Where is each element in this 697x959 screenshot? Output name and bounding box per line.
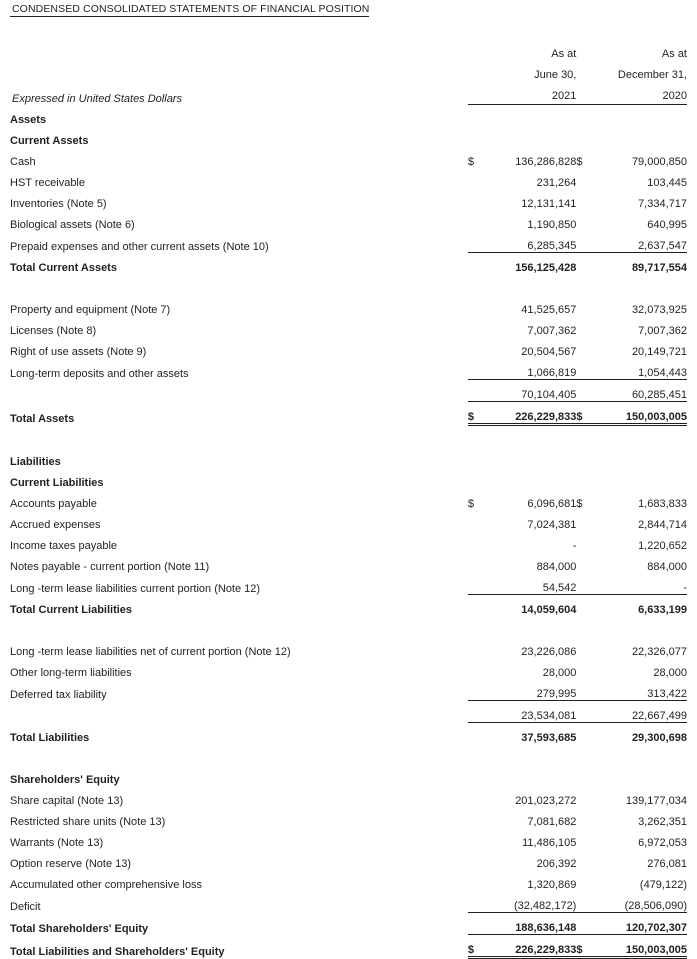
row-currency-2 xyxy=(576,828,592,849)
row-currency-2 xyxy=(576,316,592,337)
row-label: Option reserve (Note 13) xyxy=(10,858,132,870)
table-row xyxy=(10,147,687,168)
row-label: Liabilities xyxy=(10,456,61,468)
row-value-june-2021: 7,007,362 xyxy=(527,325,577,337)
row-currency-1: $ xyxy=(467,156,474,168)
row-value-december-2020: 1,683,833 xyxy=(638,498,687,510)
row-currency-2 xyxy=(576,295,592,316)
row-currency-1 xyxy=(468,552,482,573)
row-value-december-2020: (479,122) xyxy=(639,879,687,891)
row-currency-1 xyxy=(468,380,482,402)
row-currency-1 xyxy=(468,807,482,828)
row-value-december-2020 xyxy=(593,447,687,468)
row-label xyxy=(10,744,468,765)
table-row xyxy=(10,274,687,295)
row-value-june-2021: 188,636,148 xyxy=(482,913,576,935)
table-row xyxy=(10,447,687,468)
row-label: Licenses (Note 8) xyxy=(10,325,97,337)
row-value-june-2021: 11,486,105 xyxy=(522,837,577,849)
table-row xyxy=(10,765,687,786)
table-row xyxy=(10,637,687,658)
row-currency-2 xyxy=(576,425,592,448)
table-row xyxy=(10,744,687,765)
row-currency-2 xyxy=(576,807,592,828)
row-value-june-2021: 279,995 xyxy=(536,688,577,700)
row-value-june-2021: 12,131,141 xyxy=(521,198,577,210)
financial-position-table xyxy=(10,39,687,959)
row-value-december-2020: 22,326,077 xyxy=(631,646,687,658)
row-value-december-2020 xyxy=(593,126,687,147)
table-row xyxy=(10,295,687,316)
row-value-june-2021: 1,066,819 xyxy=(527,367,577,379)
row-currency-2 xyxy=(576,380,592,402)
row-value-june-2021: 136,286,828 xyxy=(515,156,577,168)
row-currency-1 xyxy=(468,253,482,275)
row-value-december-2020: 89,717,554 xyxy=(593,253,687,275)
row-value-december-2020: 2,844,714 xyxy=(638,519,687,531)
header-cur-6 xyxy=(576,81,592,105)
row-value-june-2021: 1,190,850 xyxy=(527,219,577,231)
row-currency-2 xyxy=(576,337,592,358)
row-currency-2: $ xyxy=(576,156,583,168)
row-currency-2 xyxy=(576,210,592,231)
row-label: Cash xyxy=(10,156,36,168)
row-value-june-2021 xyxy=(482,447,576,468)
table-row xyxy=(10,126,687,147)
row-currency-1 xyxy=(468,337,482,358)
row-currency-1 xyxy=(468,274,482,295)
row-label xyxy=(10,616,468,637)
row-currency-1 xyxy=(468,849,482,870)
row-value-june-2021: 201,023,272 xyxy=(515,795,577,807)
table-row xyxy=(10,468,687,489)
row-value-december-2020: 640,995 xyxy=(647,219,687,231)
row-value-june-2021: 226,229,833 xyxy=(482,935,576,958)
row-currency-1 xyxy=(468,765,482,786)
row-currency-1 xyxy=(468,679,482,701)
row-label: Total Liabilities and Shareholders' Equity xyxy=(10,945,225,958)
row-label: HST receivable xyxy=(10,177,85,189)
table-row xyxy=(10,253,687,275)
row-label xyxy=(10,425,468,448)
row-currency-1 xyxy=(468,189,482,210)
row-value-june-2021: 6,285,345 xyxy=(527,240,577,252)
row-label: Property and equipment (Note 7) xyxy=(10,304,171,316)
row-value-june-2021: 231,264 xyxy=(536,177,577,189)
table-row xyxy=(10,701,687,723)
table-row xyxy=(10,573,687,595)
row-currency-2 xyxy=(576,274,592,295)
row-value-december-2020: 276,081 xyxy=(647,858,687,870)
row-currency-2 xyxy=(576,168,592,189)
row-value-december-2020 xyxy=(593,616,687,637)
row-value-december-2020: 313,422 xyxy=(647,688,687,700)
table-header-group xyxy=(10,39,687,105)
table-row xyxy=(10,380,687,402)
row-currency-2 xyxy=(576,786,592,807)
row-value-december-2020: 29,300,698 xyxy=(593,723,687,745)
row-currency-1 xyxy=(468,658,482,679)
header-cur-1 xyxy=(468,39,482,60)
row-currency-2 xyxy=(576,531,592,552)
table-row xyxy=(10,723,687,745)
header-cur-4 xyxy=(576,60,592,81)
row-label: Notes payable - current portion (Note 11) xyxy=(10,561,210,573)
row-label: Inventories (Note 5) xyxy=(10,198,107,210)
row-value-june-2021: 884,000 xyxy=(536,561,577,573)
row-value-december-2020: 79,000,850 xyxy=(631,156,687,168)
row-value-june-2021: 156,125,428 xyxy=(482,253,576,275)
row-currency-2 xyxy=(576,744,592,765)
row-label: Current Liabilities xyxy=(10,477,104,489)
row-value-june-2021 xyxy=(482,765,576,786)
row-currency-1 xyxy=(468,316,482,337)
row-value-december-2020: 20,149,721 xyxy=(631,346,687,358)
header-cur-2 xyxy=(576,39,592,60)
row-label: Total Liabilities xyxy=(10,732,90,744)
row-currency-2 xyxy=(576,616,592,637)
row-value-december-2020: 3,262,351 xyxy=(638,816,687,828)
col2-line3: 2020 xyxy=(593,81,687,105)
row-value-december-2020: 7,334,717 xyxy=(638,198,687,210)
table-row xyxy=(10,807,687,828)
row-value-december-2020: - xyxy=(683,582,687,594)
col2-line1: As at xyxy=(661,48,687,60)
row-value-june-2021: 7,024,381 xyxy=(527,519,577,531)
row-currency-1 xyxy=(468,231,482,253)
col2-line2: December 31, xyxy=(617,69,687,81)
row-currency-2 xyxy=(576,573,592,595)
row-value-june-2021: 206,392 xyxy=(536,858,577,870)
row-label xyxy=(10,274,468,295)
row-label: Total Shareholders' Equity xyxy=(10,922,149,935)
row-currency-1 xyxy=(468,828,482,849)
row-value-june-2021: - xyxy=(572,540,577,552)
header-row-line1 xyxy=(10,39,687,60)
row-value-june-2021 xyxy=(482,616,576,637)
table-row xyxy=(10,552,687,573)
row-label: Accumulated other comprehensive loss xyxy=(10,879,202,891)
row-label: Long -term lease liabilities net of current portion (Note 12) xyxy=(10,646,291,658)
row-value-june-2021 xyxy=(482,744,576,765)
row-currency-2 xyxy=(576,701,592,723)
row-currency-1 xyxy=(468,510,482,531)
row-label: Prepaid expenses and other current assets (Note 10) xyxy=(10,240,269,253)
table-row xyxy=(10,168,687,189)
row-value-june-2021: 37,593,685 xyxy=(482,723,576,745)
row-currency-1 xyxy=(468,870,482,891)
row-label: Share capital (Note 13) xyxy=(10,795,124,807)
table-row xyxy=(10,337,687,358)
row-currency-2 xyxy=(576,658,592,679)
table-row xyxy=(10,531,687,552)
row-currency-1 xyxy=(468,744,482,765)
row-currency-1 xyxy=(468,295,482,316)
row-label: Deferred tax liability xyxy=(10,688,107,701)
row-label: Shareholders' Equity xyxy=(10,774,120,786)
row-currency-1 xyxy=(468,468,482,489)
row-value-december-2020: 7,007,362 xyxy=(638,325,687,337)
row-currency-1 xyxy=(468,531,482,552)
table-row xyxy=(10,489,687,510)
row-value-june-2021: 41,525,657 xyxy=(521,304,577,316)
header-cur-3 xyxy=(468,60,482,81)
row-label: Accounts payable xyxy=(10,498,97,510)
table-body xyxy=(10,105,687,958)
row-value-june-2021: 6,096,681 xyxy=(527,498,577,510)
row-label: Other long-term liabilities xyxy=(10,667,132,679)
row-currency-2 xyxy=(576,447,592,468)
row-currency-1 xyxy=(468,126,482,147)
header-row-line3 xyxy=(10,81,687,105)
table-row xyxy=(10,425,687,448)
row-label: Current Assets xyxy=(10,135,89,147)
col1-line1: As at xyxy=(551,48,577,60)
row-value-december-2020: 22,667,499 xyxy=(593,701,687,723)
col1-line3: 2021 xyxy=(482,81,576,105)
row-label: Long -term lease liabilities current portion (Note 12) xyxy=(10,582,261,595)
row-currency-2: $ xyxy=(576,402,592,425)
header-spacer xyxy=(10,39,468,60)
row-value-june-2021: (32,482,172) xyxy=(513,900,577,912)
table-row xyxy=(10,105,687,127)
table-row xyxy=(10,316,687,337)
row-label: Total Current Liabilities xyxy=(10,604,133,616)
row-currency-1: $ xyxy=(468,935,482,958)
page-title: CONDENSED CONSOLIDATED STATEMENTS OF FINANCIAL POSITION xyxy=(12,3,370,15)
row-currency-2 xyxy=(576,358,592,380)
header-spacer-2 xyxy=(10,60,468,81)
row-value-december-2020: (28,506,090) xyxy=(624,900,687,912)
table-row xyxy=(10,849,687,870)
row-value-june-2021 xyxy=(482,425,576,448)
table-row xyxy=(10,679,687,701)
row-value-december-2020: 120,702,307 xyxy=(593,913,687,935)
row-value-june-2021: 226,229,833 xyxy=(482,402,576,425)
row-currency-1 xyxy=(468,701,482,723)
table-row xyxy=(10,616,687,637)
row-label: Restricted share units (Note 13) xyxy=(10,816,166,828)
row-currency-2 xyxy=(576,637,592,658)
row-value-december-2020: 32,073,925 xyxy=(631,304,687,316)
row-value-december-2020: 103,445 xyxy=(647,177,687,189)
row-currency-2 xyxy=(576,870,592,891)
row-value-june-2021: 70,104,405 xyxy=(482,380,576,402)
row-label: Accrued expenses xyxy=(10,519,101,531)
row-currency-2 xyxy=(576,765,592,786)
row-label: Right of use assets (Note 9) xyxy=(10,346,147,358)
row-currency-1 xyxy=(468,786,482,807)
currency-note: Expressed in United States Dollars xyxy=(12,92,182,105)
row-label xyxy=(10,701,468,723)
row-currency-1 xyxy=(468,358,482,380)
table-row xyxy=(10,189,687,210)
row-value-june-2021 xyxy=(482,105,576,127)
row-currency-1 xyxy=(468,168,482,189)
row-currency-2 xyxy=(576,189,592,210)
table-row xyxy=(10,891,687,913)
row-currency-2 xyxy=(576,126,592,147)
row-currency-1 xyxy=(468,210,482,231)
row-value-december-2020: 139,177,034 xyxy=(625,795,687,807)
row-currency-1 xyxy=(468,891,482,913)
row-currency-2 xyxy=(576,679,592,701)
row-label: Income taxes payable xyxy=(10,540,118,552)
row-value-december-2020 xyxy=(593,425,687,448)
row-currency-1 xyxy=(468,616,482,637)
row-value-june-2021: 20,504,567 xyxy=(521,346,577,358)
row-currency-2: $ xyxy=(576,935,592,958)
row-value-december-2020: 1,054,443 xyxy=(638,367,687,379)
row-currency-2 xyxy=(576,849,592,870)
table-row xyxy=(10,210,687,231)
table-row xyxy=(10,595,687,617)
row-currency-2 xyxy=(576,105,592,127)
row-value-june-2021 xyxy=(482,126,576,147)
row-value-december-2020 xyxy=(593,468,687,489)
row-currency-2 xyxy=(576,595,592,617)
row-currency-2 xyxy=(576,231,592,253)
row-label: Deficit xyxy=(10,900,41,913)
table-row xyxy=(10,231,687,253)
row-label: Long-term deposits and other assets xyxy=(10,367,189,380)
row-value-december-2020: 150,003,005 xyxy=(593,402,687,425)
row-currency-1 xyxy=(468,447,482,468)
row-label: Total Current Assets xyxy=(10,262,117,274)
row-value-june-2021: 54,542 xyxy=(542,582,577,594)
table-row xyxy=(10,510,687,531)
row-label: Assets xyxy=(10,114,47,126)
col1-line2: June 30, xyxy=(534,69,577,81)
table-row xyxy=(10,935,687,958)
row-value-december-2020: 150,003,005 xyxy=(593,935,687,958)
row-value-december-2020: 6,972,053 xyxy=(638,837,687,849)
row-label: Warrants (Note 13) xyxy=(10,837,104,849)
table-row xyxy=(10,658,687,679)
table-row xyxy=(10,358,687,380)
row-currency-1 xyxy=(468,637,482,658)
row-label xyxy=(10,380,468,402)
row-currency-2 xyxy=(576,468,592,489)
row-value-june-2021: 1,320,869 xyxy=(527,879,577,891)
row-currency-2: $ xyxy=(576,498,583,510)
row-currency-2 xyxy=(576,891,592,913)
table-row xyxy=(10,786,687,807)
row-value-december-2020: 6,633,199 xyxy=(593,595,687,617)
table-row xyxy=(10,828,687,849)
row-value-december-2020 xyxy=(593,765,687,786)
row-value-december-2020 xyxy=(593,744,687,765)
row-value-june-2021: 23,534,081 xyxy=(482,701,576,723)
table-row xyxy=(10,402,687,425)
row-currency-2 xyxy=(576,723,592,745)
row-currency-1 xyxy=(468,595,482,617)
row-currency-1 xyxy=(468,425,482,448)
row-value-december-2020: 884,000 xyxy=(647,561,687,573)
row-value-june-2021: 28,000 xyxy=(542,667,577,679)
row-value-december-2020: 60,285,451 xyxy=(593,380,687,402)
row-currency-2 xyxy=(576,253,592,275)
table-row xyxy=(10,870,687,891)
row-value-june-2021: 23,226,086 xyxy=(521,646,577,658)
row-currency-1 xyxy=(468,105,482,127)
row-value-december-2020 xyxy=(593,105,687,127)
header-row-line2 xyxy=(10,60,687,81)
row-label: Total Assets xyxy=(10,412,75,425)
row-currency-1 xyxy=(468,723,482,745)
row-value-june-2021 xyxy=(482,468,576,489)
row-currency-1 xyxy=(468,573,482,595)
header-cur-5 xyxy=(468,81,482,105)
row-value-december-2020: 1,220,652 xyxy=(638,540,687,552)
row-value-december-2020: 28,000 xyxy=(653,667,687,679)
row-currency-2 xyxy=(576,552,592,573)
row-currency-2 xyxy=(576,510,592,531)
row-currency-1: $ xyxy=(467,498,474,510)
row-label: Biological assets (Note 6) xyxy=(10,219,135,231)
row-value-june-2021: 14,059,604 xyxy=(482,595,576,617)
row-value-june-2021: 7,081,682 xyxy=(527,816,577,828)
row-currency-1: $ xyxy=(468,402,482,425)
row-value-december-2020: 2,637,547 xyxy=(638,240,687,252)
row-value-december-2020 xyxy=(593,274,687,295)
row-value-june-2021 xyxy=(482,274,576,295)
